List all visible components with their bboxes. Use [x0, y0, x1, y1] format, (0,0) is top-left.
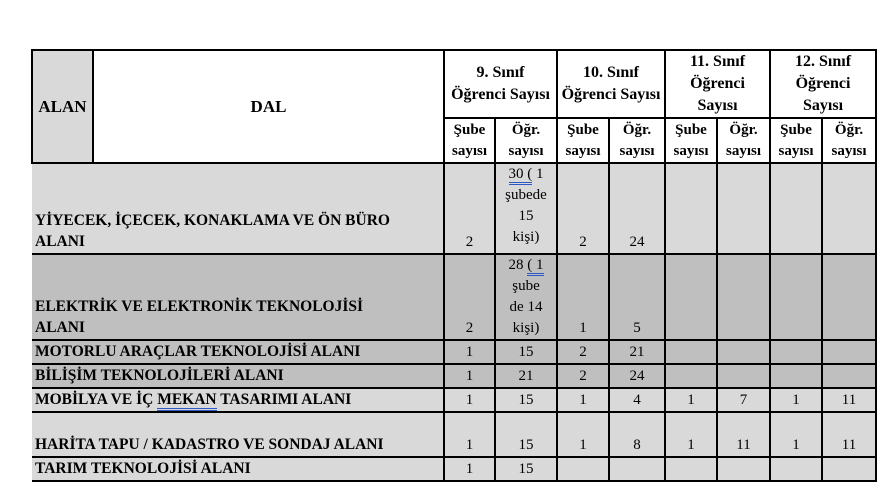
count-cell: 1 — [665, 412, 717, 457]
col-subheader-ogr-9: Öğr. sayısı — [495, 118, 557, 163]
table-row — [32, 163, 876, 254]
area-name-cell — [32, 412, 444, 457]
count-cell — [665, 364, 717, 388]
count-cell: 1 — [770, 412, 822, 457]
count-cell: 1 — [444, 340, 495, 364]
count-cell — [822, 163, 876, 254]
count-cell — [822, 254, 876, 340]
count-cell: 11 — [822, 412, 876, 457]
count-cell — [557, 457, 609, 481]
count-cell: 21 — [495, 364, 557, 388]
col-header-grade-12: 12. Sınıf Öğrenci Sayısı — [770, 50, 876, 118]
count-cell: 11 — [717, 412, 770, 457]
table-body — [32, 163, 876, 481]
count-cell: 7 — [717, 388, 770, 412]
count-cell: 2 — [557, 163, 609, 254]
text-segment: MOBİLYA VE İÇ — [35, 391, 158, 408]
col-subheader-sube-11: Şube sayısı — [665, 118, 717, 163]
count-cell: 1 — [557, 412, 609, 457]
text-segment: 1 — [532, 166, 544, 182]
count-cell: 24 — [609, 163, 665, 254]
text-segment: BİLİŞİM TEKNOLOJİLERİ ALANI — [35, 367, 284, 384]
area-name-cell — [32, 254, 444, 340]
table-row — [32, 457, 876, 481]
count-cell: 4 — [609, 388, 665, 412]
count-cell — [717, 340, 770, 364]
area-name-cell — [32, 388, 444, 412]
count-cell — [495, 254, 557, 340]
count-cell — [717, 457, 770, 481]
count-cell: 2 — [444, 163, 495, 254]
count-cell: 2 — [557, 364, 609, 388]
text-segment: YİYECEK, İÇECEK, KONAKLAMA VE ÖN BÜRO ALANI — [35, 212, 390, 250]
count-cell — [770, 340, 822, 364]
count-cell: 21 — [609, 340, 665, 364]
col-header-grade-10: 10. Sınıf Öğrenci Sayısı — [557, 50, 665, 118]
count-cell — [665, 457, 717, 481]
text-segment: 28 — [508, 257, 528, 273]
text-segment: HARİTA TAPU / KADASTRO VE SONDAJ ALANI — [35, 436, 384, 453]
count-cell: 8 — [609, 412, 665, 457]
grammar-underlined-text: 30 ( — [509, 166, 533, 185]
text-segment: 15 — [518, 208, 534, 224]
table-row — [32, 254, 876, 340]
col-subheader-sube-10: Şube sayısı — [557, 118, 609, 163]
count-cell — [822, 457, 876, 481]
count-cell: 11 — [822, 388, 876, 412]
count-cell — [495, 163, 557, 254]
text-segment: şubede — [505, 187, 547, 203]
count-cell: 2 — [444, 254, 495, 340]
count-cell — [717, 163, 770, 254]
count-cell: 1 — [444, 388, 495, 412]
col-header-grade-11: 11. Sınıf Öğrenci Sayısı — [665, 50, 770, 118]
area-name-cell — [32, 457, 444, 481]
text-segment: kişi) — [512, 229, 540, 245]
table-row — [32, 388, 876, 412]
col-subheader-ogr-10: Öğr. sayısı — [609, 118, 665, 163]
count-cell — [822, 364, 876, 388]
count-cell — [770, 457, 822, 481]
table-row — [32, 340, 876, 364]
count-cell: 1 — [557, 388, 609, 412]
col-subheader-sube-12: Şube sayısı — [770, 118, 822, 163]
col-header-alan: ALAN — [32, 50, 93, 163]
count-cell — [609, 457, 665, 481]
count-cell: 1 — [444, 364, 495, 388]
col-header-dal: DAL — [93, 50, 444, 163]
count-cell: 1 — [557, 254, 609, 340]
count-cell: 1 — [770, 388, 822, 412]
header-row-grades — [32, 50, 876, 118]
text-segment: şube — [512, 278, 540, 294]
count-cell — [770, 163, 822, 254]
count-cell — [717, 254, 770, 340]
area-name-cell — [32, 340, 444, 364]
text-segment: MOTORLU ARAÇLAR TEKNOLOJİSİ ALANI — [35, 343, 361, 360]
count-cell — [770, 254, 822, 340]
text-segment: TARIM TEKNOLOJİSİ ALANI — [35, 460, 251, 477]
table-row — [32, 364, 876, 388]
table-row — [32, 412, 876, 457]
count-cell — [770, 364, 822, 388]
count-cell: 1 — [444, 457, 495, 481]
grammar-underlined-text: MEKAN — [157, 391, 216, 411]
col-subheader-ogr-12: Öğr. sayısı — [822, 118, 876, 163]
count-cell: 15 — [495, 412, 557, 457]
count-cell: 1 — [665, 388, 717, 412]
col-header-grade-9: 9. Sınıf Öğrenci Sayısı — [444, 50, 557, 118]
text-segment: ELEKTRİK VE ELEKTRONİK TEKNOLOJİSİ ALANI — [35, 298, 364, 336]
count-cell: 2 — [557, 340, 609, 364]
col-subheader-sube-9: Şube sayısı — [444, 118, 495, 163]
text-segment: kişi) — [512, 320, 540, 336]
text-segment: de 14 — [509, 299, 543, 315]
count-cell — [665, 340, 717, 364]
count-cell: 1 — [444, 412, 495, 457]
count-cell: 15 — [495, 340, 557, 364]
count-cell — [717, 364, 770, 388]
student-count-table — [31, 49, 877, 482]
count-cell — [665, 254, 717, 340]
count-cell: 24 — [609, 364, 665, 388]
area-name-cell — [32, 364, 444, 388]
area-name-cell — [32, 163, 444, 254]
count-cell: 5 — [609, 254, 665, 340]
text-segment: TASARIMI ALANI — [216, 391, 352, 408]
count-cell — [665, 163, 717, 254]
grammar-underlined-text: ( 1 — [527, 257, 543, 276]
count-cell — [822, 340, 876, 364]
count-cell: 15 — [495, 457, 557, 481]
col-subheader-ogr-11: Öğr. sayısı — [717, 118, 770, 163]
count-cell: 15 — [495, 388, 557, 412]
